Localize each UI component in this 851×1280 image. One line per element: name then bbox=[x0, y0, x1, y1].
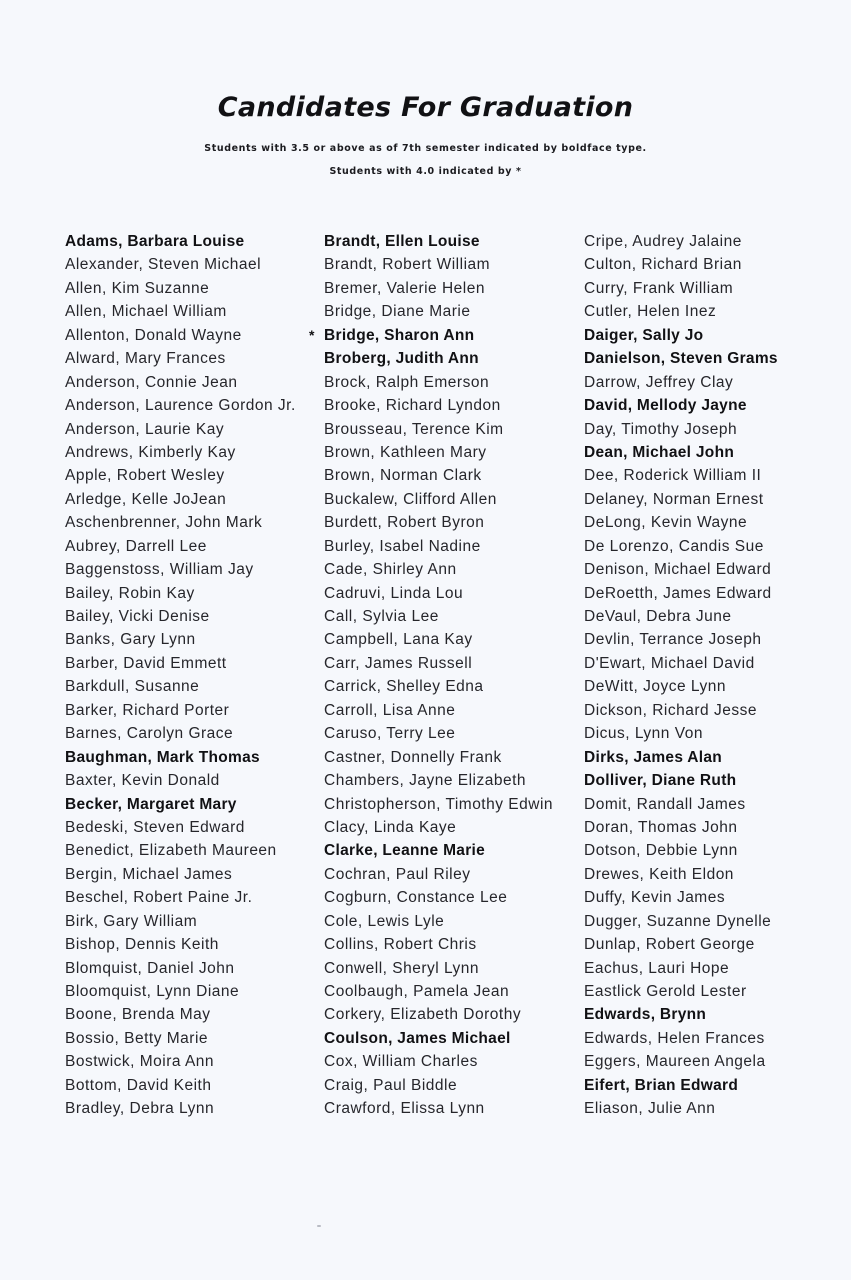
candidate-name bbox=[584, 488, 778, 511]
candidate-name-text: DeRoetth, James Edward bbox=[584, 584, 772, 602]
candidate-name bbox=[584, 511, 778, 534]
candidate-name-text: Barker, Richard Porter bbox=[65, 701, 230, 719]
candidate-name-text: Dickson, Richard Jesse bbox=[584, 701, 757, 719]
candidate-name bbox=[324, 277, 553, 300]
candidate-name-honors bbox=[584, 746, 778, 769]
candidate-name-text: Dolliver, Diane Ruth bbox=[584, 772, 737, 790]
candidate-name bbox=[324, 1050, 553, 1073]
names-column-3 bbox=[584, 230, 778, 1121]
candidate-name-text: Christopherson, Timothy Edwin bbox=[324, 795, 554, 813]
candidate-name-text: Brandt, Ellen Louise bbox=[324, 233, 480, 250]
candidate-name-text: Andrews, Kimberly Kay bbox=[65, 443, 236, 461]
candidate-name-text: Dunlap, Robert George bbox=[584, 936, 755, 954]
candidate-name-text: Cadruvi, Linda Lou bbox=[324, 584, 464, 602]
candidate-name bbox=[324, 1003, 553, 1026]
candidate-name-text: Cochran, Paul Riley bbox=[324, 865, 471, 883]
candidate-name-text: Brock, Ralph Emerson bbox=[324, 373, 490, 391]
candidate-name bbox=[65, 418, 296, 441]
candidate-name bbox=[324, 253, 553, 276]
candidate-name bbox=[65, 910, 296, 933]
candidate-name-honors bbox=[65, 746, 296, 769]
candidate-name-text: Eifert, Brian Edward bbox=[584, 1076, 739, 1094]
candidate-name bbox=[324, 816, 553, 839]
candidate-name bbox=[65, 980, 296, 1003]
boldface-note: Students with 3.5 or above as of 7th semester indicated by boldface type. bbox=[204, 143, 647, 154]
candidate-name bbox=[584, 793, 778, 816]
candidate-name-honors bbox=[324, 839, 553, 862]
candidate-name-text: Coulson, James Michael bbox=[324, 1029, 511, 1047]
candidate-name bbox=[65, 1097, 296, 1120]
candidate-name-text: Bridge, Sharon Ann bbox=[324, 326, 475, 344]
candidate-name bbox=[324, 769, 553, 792]
candidate-name-text: Eastlick Gerold Lester bbox=[584, 983, 747, 1000]
star-note: Students with 4.0 indicated by * bbox=[329, 166, 522, 177]
candidate-name bbox=[65, 863, 296, 886]
candidate-name bbox=[584, 863, 778, 886]
candidate-name-text: Caruso, Terry Lee bbox=[324, 725, 456, 743]
candidate-name-text: Baughman, Mark Thomas bbox=[65, 748, 260, 766]
candidate-name bbox=[65, 511, 296, 534]
candidate-name bbox=[65, 277, 296, 300]
candidate-name bbox=[324, 863, 553, 886]
candidate-name bbox=[324, 933, 553, 956]
candidate-name bbox=[324, 605, 553, 628]
candidate-name bbox=[324, 464, 553, 487]
candidate-name-honors bbox=[584, 394, 778, 417]
candidate-name-text: Edwards, Brynn bbox=[584, 1006, 707, 1024]
candidate-name-text: Bridge, Diane Marie bbox=[324, 303, 471, 321]
candidate-name-text: Allen, Michael William bbox=[65, 303, 227, 321]
candidate-name bbox=[584, 652, 778, 675]
candidate-name-text: Bradley, Debra Lynn bbox=[65, 1100, 215, 1118]
page-title: Candidates For Graduation bbox=[217, 92, 634, 123]
candidate-name bbox=[324, 394, 553, 417]
candidate-name bbox=[65, 535, 296, 558]
candidate-name-text: Coolbaugh, Pamela Jean bbox=[324, 983, 510, 1000]
candidate-name bbox=[324, 441, 553, 464]
candidate-name bbox=[324, 886, 553, 909]
candidate-name bbox=[65, 933, 296, 956]
candidate-name-text: DeVaul, Debra June bbox=[584, 608, 732, 625]
candidate-name bbox=[324, 980, 553, 1003]
candidate-name-text: Devlin, Terrance Joseph bbox=[584, 631, 762, 649]
candidate-name-text: Burdett, Robert Byron bbox=[324, 514, 485, 532]
candidate-name bbox=[65, 324, 296, 347]
candidate-name bbox=[324, 582, 553, 605]
candidate-name-text: Dee, Roderick William II bbox=[584, 467, 762, 485]
candidate-name bbox=[584, 605, 778, 628]
candidate-name-text: Dicus, Lynn Von bbox=[584, 725, 703, 743]
candidate-name-text: Duffy, Kevin James bbox=[584, 889, 726, 907]
candidate-name bbox=[324, 746, 553, 769]
candidate-name-text: De Lorenzo, Candis Sue bbox=[584, 537, 764, 555]
candidate-name bbox=[65, 886, 296, 909]
candidate-name bbox=[324, 558, 553, 581]
candidate-name bbox=[584, 1097, 778, 1120]
candidate-name-text: Culton, Richard Brian bbox=[584, 256, 742, 274]
candidate-name-text: Domit, Randall James bbox=[584, 795, 746, 813]
candidate-name bbox=[584, 558, 778, 581]
candidate-name-text: Anderson, Laurie Kay bbox=[65, 420, 225, 438]
candidate-name-text: Baxter, Kevin Donald bbox=[65, 772, 220, 790]
candidate-name-text: Bishop, Dennis Keith bbox=[65, 936, 219, 954]
candidate-name bbox=[65, 605, 296, 628]
candidate-name-text: Drewes, Keith Eldon bbox=[584, 865, 734, 883]
candidate-name-honors bbox=[584, 441, 778, 464]
candidate-name-text: Crawford, Elissa Lynn bbox=[324, 1100, 485, 1118]
candidate-name-text: Carr, James Russell bbox=[324, 654, 473, 672]
candidate-name-text: Edwards, Helen Frances bbox=[584, 1029, 765, 1047]
candidate-name bbox=[65, 1050, 296, 1073]
candidate-name bbox=[584, 675, 778, 698]
candidate-name bbox=[65, 558, 296, 581]
candidate-name-text: Beschel, Robert Paine Jr. bbox=[65, 889, 253, 907]
page-speck bbox=[317, 1225, 321, 1227]
candidate-name-text: Anderson, Laurence Gordon Jr. bbox=[65, 397, 296, 415]
candidate-name bbox=[584, 910, 778, 933]
candidate-name-honors bbox=[324, 1027, 553, 1050]
candidate-name-text: DeWitt, Joyce Lynn bbox=[584, 678, 726, 696]
candidate-name-text: Bedeski, Steven Edward bbox=[65, 818, 245, 836]
candidate-name-text: Bottom, David Keith bbox=[65, 1076, 212, 1094]
candidate-name bbox=[584, 628, 778, 651]
candidate-name bbox=[584, 582, 778, 605]
candidate-name-text: Delaney, Norman Ernest bbox=[584, 490, 764, 508]
candidate-name-text: Buckalew, Clifford Allen bbox=[324, 490, 497, 508]
candidate-name-honors bbox=[324, 347, 553, 370]
candidate-name-text: Cox, William Charles bbox=[324, 1053, 478, 1071]
candidate-name-text: Bailey, Vicki Denise bbox=[65, 608, 210, 625]
candidate-name bbox=[584, 300, 778, 323]
candidate-name-text: Craig, Paul Biddle bbox=[324, 1076, 458, 1094]
candidate-name bbox=[324, 675, 553, 698]
candidate-name bbox=[65, 1003, 296, 1026]
candidate-name bbox=[65, 582, 296, 605]
candidate-name bbox=[324, 300, 553, 323]
candidate-name-text: Campbell, Lana Kay bbox=[324, 631, 473, 649]
candidate-name bbox=[584, 980, 778, 1003]
candidate-name bbox=[584, 371, 778, 394]
candidate-name-text: Bloomquist, Lynn Diane bbox=[65, 983, 240, 1000]
candidate-name bbox=[584, 933, 778, 956]
candidate-name bbox=[324, 418, 553, 441]
candidate-name bbox=[65, 394, 296, 417]
candidate-name bbox=[65, 347, 296, 370]
candidate-name-text: Birk, Gary William bbox=[65, 912, 198, 930]
candidate-name bbox=[324, 628, 553, 651]
candidate-name-honors bbox=[584, 1003, 778, 1026]
candidate-name bbox=[65, 464, 296, 487]
candidate-name-text: Blomquist, Daniel John bbox=[65, 959, 235, 977]
candidate-name-text: Corkery, Elizabeth Dorothy bbox=[324, 1006, 522, 1024]
candidate-name bbox=[324, 957, 553, 980]
candidate-name-honors bbox=[324, 230, 553, 253]
candidate-name-text: Carrick, Shelley Edna bbox=[324, 678, 484, 696]
candidate-name-text: Baggenstoss, William Jay bbox=[65, 561, 254, 579]
candidate-name-honors bbox=[584, 769, 778, 792]
candidate-name-text: Call, Sylvia Lee bbox=[324, 608, 439, 625]
candidate-name-text: Becker, Margaret Mary bbox=[65, 795, 237, 813]
candidate-name bbox=[584, 418, 778, 441]
candidate-name-text: Cutler, Helen Inez bbox=[584, 303, 717, 321]
candidate-name-text: Eachus, Lauri Hope bbox=[584, 959, 730, 977]
candidate-name-text: Dotson, Debbie Lynn bbox=[584, 842, 738, 860]
candidate-name bbox=[65, 371, 296, 394]
candidate-name-text: Dean, Michael John bbox=[584, 443, 735, 461]
candidate-name-text: Banks, Gary Lynn bbox=[65, 631, 196, 649]
candidate-name bbox=[584, 722, 778, 745]
candidate-name-text: Bailey, Robin Kay bbox=[65, 584, 195, 602]
candidate-name-text: Brown, Kathleen Mary bbox=[324, 443, 487, 461]
candidate-name bbox=[65, 957, 296, 980]
candidate-name-text: Brousseau, Terence Kim bbox=[324, 420, 504, 438]
candidate-name-text: Clacy, Linda Kaye bbox=[324, 818, 457, 836]
candidate-name bbox=[65, 839, 296, 862]
candidate-name bbox=[584, 277, 778, 300]
candidate-name bbox=[65, 699, 296, 722]
candidate-name-text: Bergin, Michael James bbox=[65, 865, 233, 883]
candidate-name-text: Barkdull, Susanne bbox=[65, 678, 200, 696]
candidate-name-honors bbox=[584, 347, 778, 370]
candidate-name bbox=[324, 511, 553, 534]
candidate-name bbox=[65, 441, 296, 464]
candidate-name-text: Cole, Lewis Lyle bbox=[324, 912, 445, 930]
candidate-name-text: Brandt, Robert William bbox=[324, 256, 491, 274]
candidate-name-text: Barber, David Emmett bbox=[65, 654, 227, 672]
candidate-name bbox=[324, 1074, 553, 1097]
candidate-name-text: Arledge, Kelle JoJean bbox=[65, 490, 227, 508]
candidate-name-text: Daiger, Sally Jo bbox=[584, 326, 704, 344]
candidate-name-text: Day, Timothy Joseph bbox=[584, 420, 738, 438]
names-column-2 bbox=[309, 230, 554, 1121]
candidate-name bbox=[584, 886, 778, 909]
candidate-name bbox=[324, 652, 553, 675]
candidate-name bbox=[65, 675, 296, 698]
candidate-name-text: Carroll, Lisa Anne bbox=[324, 701, 456, 719]
candidate-name bbox=[65, 253, 296, 276]
candidate-name-text: Allenton, Donald Wayne bbox=[65, 326, 242, 344]
candidate-name-text: Brooke, Richard Lyndon bbox=[324, 397, 501, 415]
candidate-name-text: Clarke, Leanne Marie bbox=[324, 842, 486, 860]
candidate-name-text: Apple, Robert Wesley bbox=[65, 467, 225, 485]
candidate-name bbox=[65, 628, 296, 651]
candidate-name-text: Doran, Thomas John bbox=[584, 818, 738, 836]
candidate-name-text: Danielson, Steven Grams bbox=[584, 350, 778, 368]
candidate-name-text: D'Ewart, Michael David bbox=[584, 654, 755, 672]
candidate-name bbox=[324, 1097, 553, 1120]
candidate-name bbox=[584, 230, 778, 253]
candidate-name-text: Eggers, Maureen Angela bbox=[584, 1053, 766, 1071]
candidate-name-text: Collins, Robert Chris bbox=[324, 936, 477, 954]
candidate-name bbox=[65, 652, 296, 675]
candidate-name-text: David, Mellody Jayne bbox=[584, 397, 747, 415]
candidate-name-text: Eliason, Julie Ann bbox=[584, 1100, 716, 1118]
candidate-name-honors bbox=[309, 324, 553, 347]
candidate-name-text: Cripe, Audrey Jalaine bbox=[584, 233, 742, 250]
candidate-name bbox=[65, 816, 296, 839]
candidate-name bbox=[324, 910, 553, 933]
candidate-name-text: Dugger, Suzanne Dynelle bbox=[584, 912, 772, 930]
candidate-name bbox=[584, 535, 778, 558]
candidate-name bbox=[324, 535, 553, 558]
candidate-name-text: Barnes, Carolyn Grace bbox=[65, 725, 234, 743]
candidate-name-text: DeLong, Kevin Wayne bbox=[584, 514, 748, 532]
candidate-name-text: Aubrey, Darrell Lee bbox=[65, 537, 207, 555]
candidate-name-text: Darrow, Jeffrey Clay bbox=[584, 373, 734, 391]
candidate-name-text: Brown, Norman Clark bbox=[324, 467, 482, 485]
candidate-name bbox=[324, 371, 553, 394]
candidate-name-text: Conwell, Sheryl Lynn bbox=[324, 959, 480, 977]
candidate-name bbox=[65, 1027, 296, 1050]
candidate-name bbox=[324, 793, 553, 816]
candidate-name bbox=[324, 699, 553, 722]
candidate-name-text: Bremer, Valerie Helen bbox=[324, 279, 485, 297]
candidate-name-text: Cade, Shirley Ann bbox=[324, 561, 457, 579]
candidate-name bbox=[584, 1027, 778, 1050]
candidate-name-honors bbox=[584, 1074, 778, 1097]
candidate-name bbox=[584, 816, 778, 839]
candidate-name-text: Burley, Isabel Nadine bbox=[324, 537, 481, 555]
candidate-name bbox=[65, 769, 296, 792]
candidate-name bbox=[324, 488, 553, 511]
candidate-name-honors bbox=[65, 230, 296, 253]
candidate-name-text: Broberg, Judith Ann bbox=[324, 350, 479, 368]
candidate-name bbox=[584, 839, 778, 862]
candidate-name bbox=[584, 957, 778, 980]
names-column-1 bbox=[65, 230, 296, 1121]
four-point-marker: * bbox=[309, 326, 315, 343]
candidate-name bbox=[65, 488, 296, 511]
candidate-name-text: Cogburn, Constance Lee bbox=[324, 889, 508, 907]
candidate-name-text: Bostwick, Moira Ann bbox=[65, 1053, 215, 1071]
candidate-name-text: Anderson, Connie Jean bbox=[65, 373, 238, 391]
candidate-name-text: Alward, Mary Frances bbox=[65, 350, 226, 368]
candidate-name bbox=[584, 1050, 778, 1073]
candidate-name-text: Allen, Kim Suzanne bbox=[65, 279, 210, 297]
candidate-name bbox=[584, 699, 778, 722]
candidate-name-honors bbox=[65, 793, 296, 816]
candidate-name-text: Boone, Brenda May bbox=[65, 1006, 211, 1024]
candidate-name-text: Dirks, James Alan bbox=[584, 748, 723, 766]
candidate-name bbox=[584, 253, 778, 276]
candidate-name-text: Denison, Michael Edward bbox=[584, 561, 772, 579]
candidate-name-text: Benedict, Elizabeth Maureen bbox=[65, 842, 277, 860]
candidate-name-text: Chambers, Jayne Elizabeth bbox=[324, 772, 527, 790]
candidate-name bbox=[65, 300, 296, 323]
candidate-name-text: Bossio, Betty Marie bbox=[65, 1029, 209, 1047]
candidate-name-text: Curry, Frank William bbox=[584, 279, 734, 297]
candidate-name-text: Adams, Barbara Louise bbox=[65, 233, 245, 250]
candidate-name-text: Castner, Donnelly Frank bbox=[324, 748, 502, 766]
candidate-name-honors bbox=[584, 324, 778, 347]
candidate-name bbox=[324, 722, 553, 745]
candidate-name bbox=[65, 1074, 296, 1097]
candidate-name bbox=[584, 464, 778, 487]
candidate-name-text: Alexander, Steven Michael bbox=[65, 256, 262, 274]
candidate-name-text: Aschenbrenner, John Mark bbox=[65, 514, 263, 532]
candidate-name bbox=[65, 722, 296, 745]
